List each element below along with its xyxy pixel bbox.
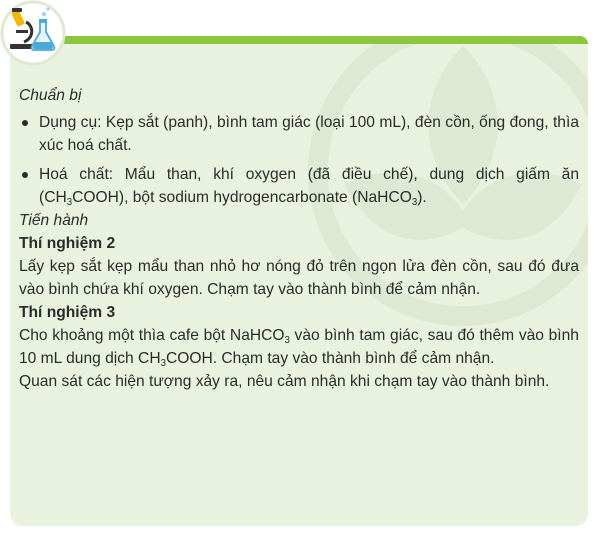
- list-item-chemicals: [19, 163, 579, 209]
- experiment-3-title: Thí nghiệm 3: [19, 304, 116, 321]
- materials-list: [19, 111, 579, 209]
- experiment-2-title: Thí nghiệm 2: [19, 235, 116, 252]
- chemicals-label: Hoá chất:: [39, 166, 114, 183]
- experiment-3-text-part: vào bình tam giác, sau đó thêm vào bình 10 mL dung dịch CH: [19, 327, 579, 367]
- prep-heading: Chuẩn bị: [19, 87, 82, 104]
- procedure-heading: Tiến hành: [19, 212, 89, 229]
- subscript: 3: [284, 334, 290, 346]
- lab-equipment-icon: [0, 0, 66, 66]
- experiment-3-text: [19, 324, 579, 370]
- header-accent-bar: [52, 36, 588, 44]
- list-item-tools: [19, 111, 579, 157]
- subscript: 3: [411, 196, 418, 208]
- chemicals-text: Mẩu than, khí oxygen (đã điều chế), dung dịch giấm ăn (CH: [39, 166, 579, 206]
- tools-label: Dụng cụ:: [39, 114, 102, 131]
- chemicals-text: COOH), bột sodium hydrogencarbonate (NaHCO: [72, 189, 412, 206]
- tools-text: Kẹp sắt (panh), bình tam giác (loại 100 mL), đèn cồn, ống đong, thìa xúc hoá chất.: [39, 114, 579, 154]
- chemicals-text: ).: [417, 189, 427, 206]
- activity-content: [19, 84, 579, 393]
- subscript: 3: [66, 196, 73, 208]
- experiment-2-text: Lấy kẹp sắt kẹp mẩu than nhỏ hơ nóng đỏ trên ngọn lửa đèn cồn, sau đó đưa vào bình chứa khí oxygen. Chạm tay vào thành bình để cảm nhận.: [19, 258, 579, 298]
- observation-text: Quan sát các hiện tượng xảy ra, nêu cảm nhận khi chạm tay vào thành bình.: [19, 373, 550, 390]
- experiment-3-text-part: Cho khoảng một thìa cafe bột NaHCO: [19, 327, 285, 344]
- experiment-3-text-part: COOH. Chạm tay vào thành bình để cảm nhận.: [165, 350, 495, 367]
- subscript: 3: [160, 357, 166, 369]
